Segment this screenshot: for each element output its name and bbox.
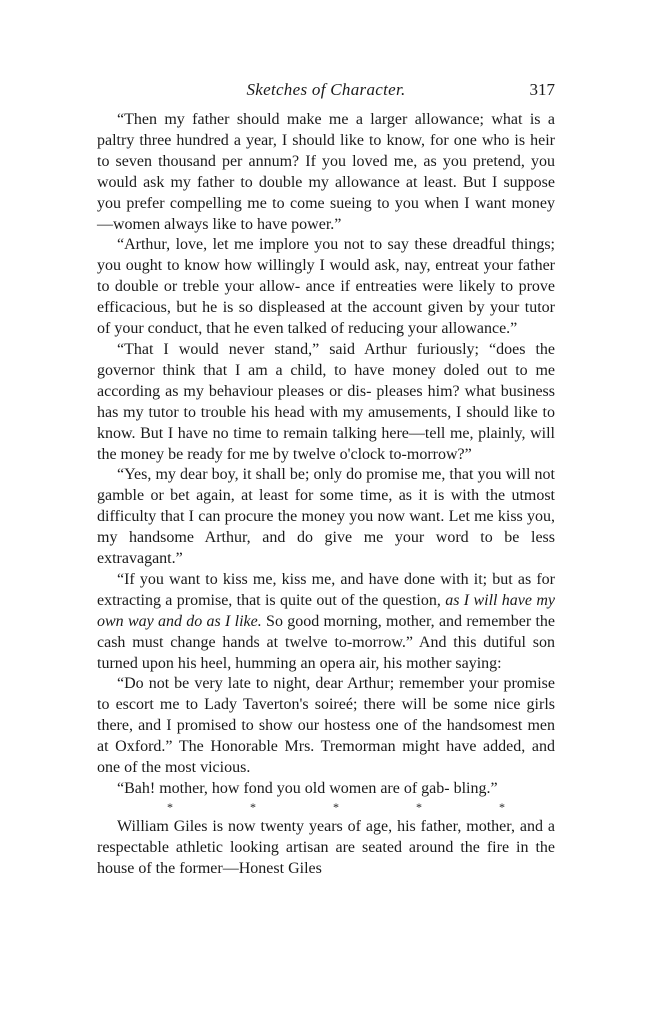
asterism xyxy=(97,801,555,813)
paragraph: “Bah! mother, how fond you old women are of gab- bling.” xyxy=(117,780,498,797)
separator-star: * xyxy=(416,799,422,814)
running-title: Sketches of Character. xyxy=(246,80,406,99)
paragraph: “Yes, my dear boy, it shall be; only do promise me, that you will not gamble or bet again, at least for some time, as it is with the utmost difficulty that I can procure the money you now want. Let me kiss you, my handsome Arthur, and do give me your word to be less extravagant.” xyxy=(97,466,555,568)
paragraph-text: “If you want to kiss me, kiss me, and have done with it; but as for extracting a promise, that is quite out of the question, xyxy=(97,570,555,609)
separator-star: * xyxy=(499,799,505,814)
italic-phrase: as I will have my own way and do as I like. xyxy=(97,591,556,630)
section-separator xyxy=(97,801,555,813)
paragraph xyxy=(97,570,555,675)
paragraph: “Then my father should make me a larger allowance; what is a paltry three hundred a year, I should like to know, for one who is heir to seven thousand per annum? If you loved me, as you pretend, you would ask my father to double my allowance at least. But I suppose you prefer compelling me to come sueing to you when I want money —women always like to have power.” xyxy=(97,111,555,233)
page-header xyxy=(97,80,555,110)
paragraph: “Arthur, love, let me implore you not to say these dreadful things; you ought to know how willingly I would ask, nay, entreat your father to double or treble your allow- ance if entreaties were likely to prove efficacious, but he is so displeased at the account given by your tutor of your conduct, that he even talked of reducing your allowance.” xyxy=(97,236,555,338)
paragraph: William Giles is now twenty years of age, his father, mother, and a respectable athletic looking artisan are seated around the fire in the house of the former—Honest Giles xyxy=(97,817,555,877)
paragraph-text: So good morning, mother, and remember the cash must change hands at twelve to-morrow.” And this dutiful son turned upon his heel, humming an opera air, his mother saying: xyxy=(97,612,556,672)
body-text xyxy=(97,110,555,880)
paragraph: “Do not be very late to night, dear Arthur; remember your promise to escort me to Lady Taverton's soireé; there will be some nice girls there, and I promised to show our hostess one of the handsomest men at Oxford.” The Honorable Mrs. Tremorman might have added, and one of the most vicious. xyxy=(97,675,555,777)
separator-star: * xyxy=(167,799,173,814)
page-number: 317 xyxy=(529,80,555,99)
book-page xyxy=(97,80,555,880)
separator-star: * xyxy=(333,799,339,814)
paragraph: “That I would never stand,” said Arthur furiously; “does the governor think that I am a child, to have money doled out to me according as my behaviour pleases or dis- pleases him? what business has my tutor to trouble his head with my amusements, I should like to know. But I have no time to remain talking here—tell me, plainly, will the money be ready for me by twelve o'clock to-morrow?” xyxy=(97,340,555,463)
separator-star: * xyxy=(250,799,256,814)
